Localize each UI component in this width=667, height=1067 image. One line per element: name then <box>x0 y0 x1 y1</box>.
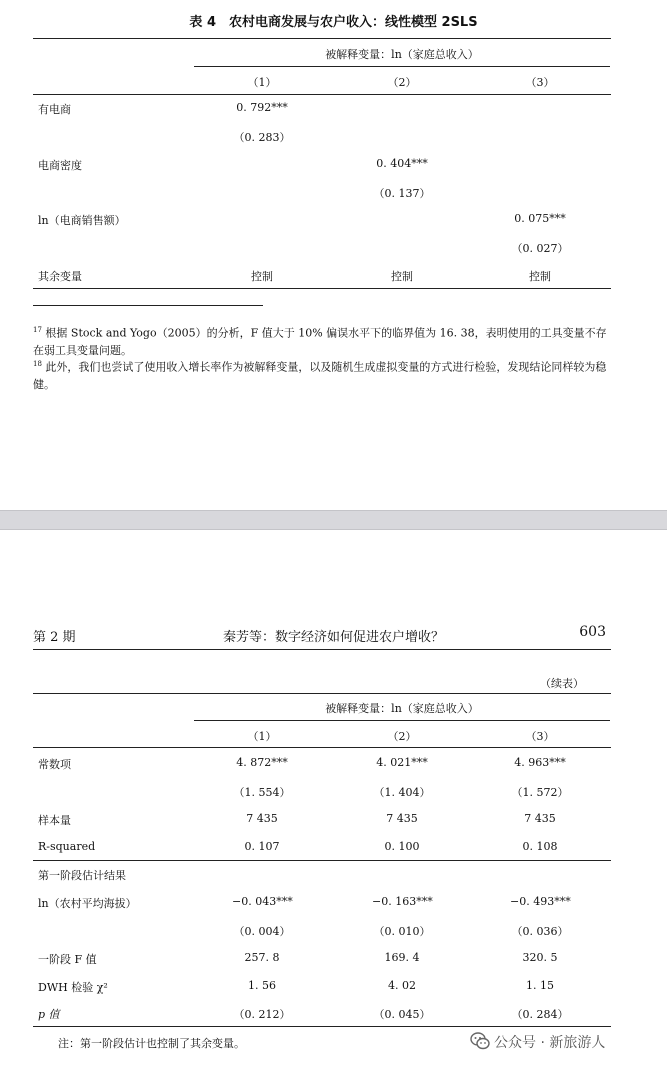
table-cell: 0. 107 <box>244 840 280 853</box>
table-cell: 4. 872*** <box>236 756 288 769</box>
row-label-ln-altitude: ln（农村平均海拔） <box>38 897 137 910</box>
column-header-2: （2） <box>387 76 417 89</box>
table-cell: 320. 5 <box>522 951 558 964</box>
table-cell: （0. 284） <box>511 1008 569 1021</box>
table-top-rule <box>33 38 611 39</box>
table-cell: （0. 036） <box>511 925 569 938</box>
column-header-1: （1） <box>247 76 277 89</box>
table-cell: −0. 493*** <box>510 895 571 908</box>
table-cell: 1. 56 <box>248 979 276 992</box>
coef-cell: 0. 792*** <box>236 101 288 114</box>
wechat-icon <box>470 1031 490 1051</box>
row-label-ecommerce: 有电商 <box>38 103 71 116</box>
se-cell: （0. 027） <box>511 242 569 255</box>
table-cell: （1. 404） <box>373 786 431 799</box>
table-cell: 0. 100 <box>384 840 420 853</box>
header-rule <box>33 747 611 748</box>
table-cell: 169. 4 <box>384 951 420 964</box>
spanner-rule <box>194 66 610 67</box>
se-cell: （0. 283） <box>233 131 291 144</box>
table-cell: 7 435 <box>246 812 278 825</box>
footnote-number: 18 <box>33 360 42 368</box>
dependent-variable-header: 被解释变量：ln（家庭总收入） <box>325 48 479 61</box>
table-cell: 4. 963*** <box>514 756 566 769</box>
table-cell: 4. 02 <box>388 979 416 992</box>
table-cell: 4. 021*** <box>376 756 428 769</box>
dependent-variable-header: 被解释变量：ln（家庭总收入） <box>325 702 479 715</box>
table-cell: （0. 212） <box>233 1008 291 1021</box>
row-label-p-value: p 值 <box>38 1008 60 1021</box>
spanner-rule <box>194 720 610 721</box>
coef-cell: 0. 075*** <box>514 212 566 225</box>
first-stage-header: 第一阶段估计结果 <box>38 869 126 882</box>
table-bottom-rule <box>33 288 611 289</box>
watermark-text: 公众号 · 新旅游人 <box>494 1035 606 1051</box>
page-bottom <box>0 530 667 1067</box>
header-rule <box>33 94 611 95</box>
row-label-ecommerce-density: 电商密度 <box>38 159 82 172</box>
continued-label: （续表） <box>540 677 584 690</box>
table-cell: （0. 004） <box>233 925 291 938</box>
table-bottom-rule <box>33 1026 611 1027</box>
footnote-17 <box>33 322 611 359</box>
column-header-3: （3） <box>525 76 555 89</box>
table-cell: （1. 554） <box>233 786 291 799</box>
footnote-18 <box>33 356 611 393</box>
table-cell: （0. 045） <box>373 1008 431 1021</box>
page-separator <box>0 510 667 530</box>
row-label-other-vars: 其余变量 <box>38 270 82 283</box>
table-cell: 7 435 <box>386 812 418 825</box>
table-cell: 1. 15 <box>526 979 554 992</box>
table-top-rule <box>33 693 611 694</box>
row-label-dwh-test: DWH 检验 χ² <box>38 981 108 994</box>
row-label-ecommerce-sales: ln（电商销售额） <box>38 214 126 227</box>
issue-label: 第 2 期 <box>33 630 76 645</box>
column-header-3: （3） <box>525 730 555 743</box>
footnote-number: 17 <box>33 326 42 334</box>
table-cell: 257. 8 <box>244 951 280 964</box>
table-cell: −0. 043*** <box>232 895 293 908</box>
table-cell: （1. 572） <box>511 786 569 799</box>
column-header-1: （1） <box>247 730 277 743</box>
row-label-constant: 常数项 <box>38 758 71 771</box>
page-top <box>0 0 667 510</box>
row-label-r-squared: R-squared <box>38 840 96 853</box>
table-cell: （0. 010） <box>373 925 431 938</box>
page-number: 603 <box>579 624 606 640</box>
running-title: 秦芳等：数字经济如何促进农户增收？ <box>222 630 444 645</box>
footnote-text: 此外，我们也尝试了使用收入增长率作为被解释变量，以及随机生成虚拟变量的方式进行检验，发现结论同样较为稳健。 <box>33 360 607 391</box>
running-head-rule <box>33 649 611 650</box>
table-title: 表 4 农村电商发展与农户收入：线性模型 2SLS <box>189 15 478 30</box>
table-cell: 7 435 <box>524 812 556 825</box>
row-label-first-stage-f: 一阶段 F 值 <box>38 953 97 966</box>
coef-cell: 0. 404*** <box>376 157 428 170</box>
control-cell: 控制 <box>529 270 551 283</box>
section-rule <box>33 860 611 861</box>
footnote-text: 根据 Stock and Yogo（2005）的分析，F 值大于 10% 偏误水平下的临界值为 16. 38，表明使用的工具变量不存在弱工具变量问题。 <box>33 326 607 357</box>
control-cell: 控制 <box>391 270 413 283</box>
row-label-sample-size: 样本量 <box>38 814 71 827</box>
se-cell: （0. 137） <box>373 187 431 200</box>
control-cell: 控制 <box>251 270 273 283</box>
table-cell: −0. 163*** <box>372 895 433 908</box>
table-note: 注：第一阶段估计也控制了其余变量。 <box>58 1037 245 1050</box>
table-cell: 0. 108 <box>522 840 558 853</box>
column-header-2: （2） <box>387 730 417 743</box>
footnote-separator <box>33 305 263 306</box>
